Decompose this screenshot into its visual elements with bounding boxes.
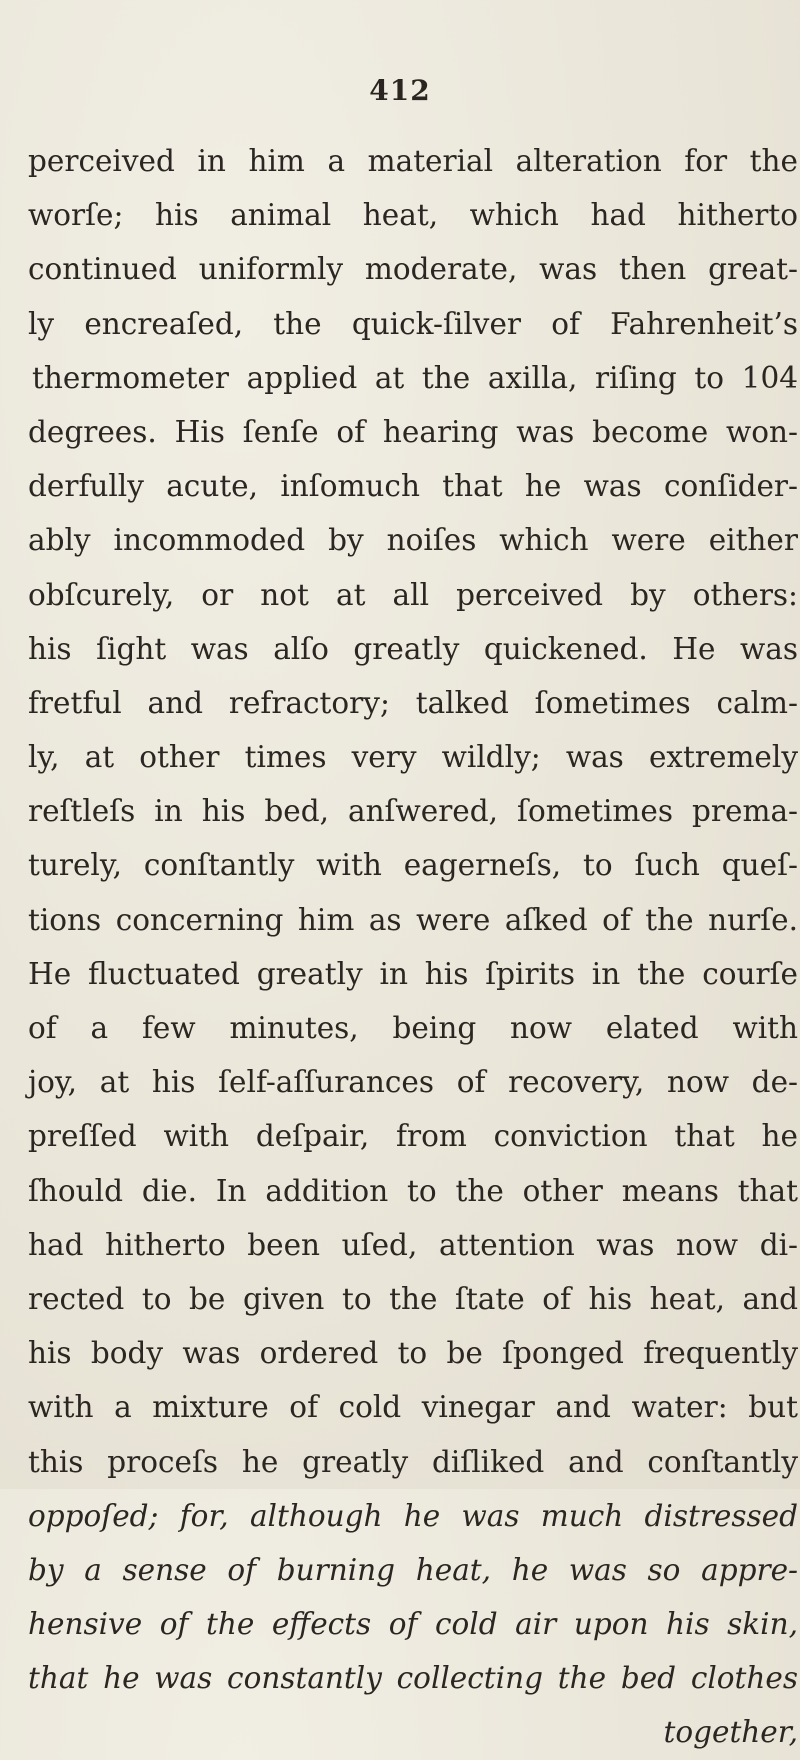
text-line: perceived in him a material alteration for the <box>28 144 798 178</box>
text-line: turely, conſtantly with eagerneſs, to ſuch queſ- <box>28 848 798 883</box>
text-line: reſtleſs in his bed, anſwered, ſometimes prema- <box>28 794 798 829</box>
text-line: ably incommoded by noiſes which were either <box>28 523 798 558</box>
text-line: his ſight was alſo greatly quickened. He was <box>28 631 798 666</box>
text-line: thermometer applied at the axilla, riſing to 104 <box>32 360 798 395</box>
text-line: with a mixture of cold vinegar and water: but <box>28 1390 798 1425</box>
text-line: by a sense of burning heat, he was so appre- <box>28 1552 798 1587</box>
text-line: worſe; his animal heat, which had hitherto <box>28 198 798 233</box>
text-line: ly encreaſed, the quick-ſilver of Fahrenheit’s <box>28 306 798 341</box>
text-line: degrees. His ſenſe of hearing was become won- <box>28 414 798 449</box>
text-line: oppoſed; for, although he was much distressed <box>28 1498 798 1533</box>
text-line: He fluctuated greatly in his ſpirits in the courſe <box>28 956 798 991</box>
text-line: joy, at his ſelf-aſſurances of recovery, now de- <box>28 1065 798 1100</box>
text-line: his body was ordered to be ſponged frequently <box>28 1336 798 1371</box>
text-line: continued uniformly moderate, was then great- <box>28 252 798 287</box>
text-line: derfully acute, inſomuch that he was conſider- <box>28 469 798 504</box>
text-line: fretful and refractory; talked ſometimes calm- <box>28 685 798 720</box>
text-line: hensive of the effects of cold air upon his skin, <box>28 1607 798 1642</box>
page-number: 412 <box>369 74 431 107</box>
text-line: ſhould die. In addition to the other means that <box>28 1173 798 1208</box>
text-line: ly, at other times very wildly; was extremely <box>28 740 798 775</box>
text-line: had hitherto been uſed, attention was now di- <box>28 1227 798 1262</box>
text-line: tions concerning him as were aſked of the nurſe. <box>28 902 798 937</box>
text-line: this proceſs he greatly diſliked and conſtantly <box>28 1444 798 1479</box>
text-line: rected to be given to the ſtate of his heat, and <box>28 1281 798 1316</box>
text-line: obſcurely, or not at all perceived by others: <box>28 577 798 612</box>
catchword: together, <box>663 1715 798 1750</box>
text-line: preſſed with deſpair, from conviction that he <box>28 1119 798 1154</box>
text-line: that he was constantly collecting the bed clothes <box>28 1661 798 1696</box>
body-text <box>28 134 798 1760</box>
text-line: of a few minutes, being now elated with <box>28 1011 798 1045</box>
